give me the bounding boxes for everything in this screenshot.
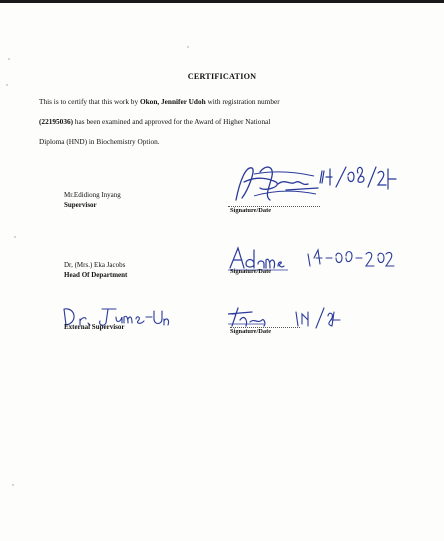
student-name: Okon, Jennifer Udoh — [139, 97, 206, 106]
supervisor-block — [64, 190, 121, 210]
scan-speck — [8, 58, 10, 60]
external-supervisor-signature-label: Signature/Date — [230, 328, 272, 335]
body-line-2-suffix: has been examined and approved for the Award of Higher National — [73, 117, 271, 126]
scan-speck — [14, 236, 16, 238]
body-line-2 — [39, 112, 419, 132]
supervisor-signature-label: Signature/Date — [230, 207, 272, 214]
document-title: CERTIFICATION — [187, 72, 257, 81]
body-line-3 — [39, 132, 419, 152]
scan-speck — [187, 46, 189, 48]
scan-speck — [6, 84, 8, 86]
hod-role: Head Of Department — [64, 271, 128, 279]
hod-name: Dr, (Mrs.) Eka Jacobs — [64, 261, 126, 269]
body-line-1 — [39, 92, 419, 112]
body-line-1-prefix: This is to certify that this work by — [39, 97, 140, 106]
hod-signature-label: Signature/Date — [230, 268, 272, 275]
body-line-3-text: Diploma (HND) in Biochemistry Option. — [39, 137, 160, 146]
external-supervisor-role: External Supervisor — [64, 323, 125, 331]
external-supervisor-block — [64, 322, 124, 332]
body-line-1-suffix: with registration number — [205, 97, 280, 106]
supervisor-name: Mr.Edidiong Inyang — [64, 191, 121, 199]
hod-block — [64, 260, 127, 280]
supervisor-handwritten-date — [318, 165, 398, 191]
registration-number: (22195036) — [39, 117, 74, 126]
scan-speck — [12, 484, 14, 486]
supervisor-role: Supervisor — [64, 201, 97, 209]
